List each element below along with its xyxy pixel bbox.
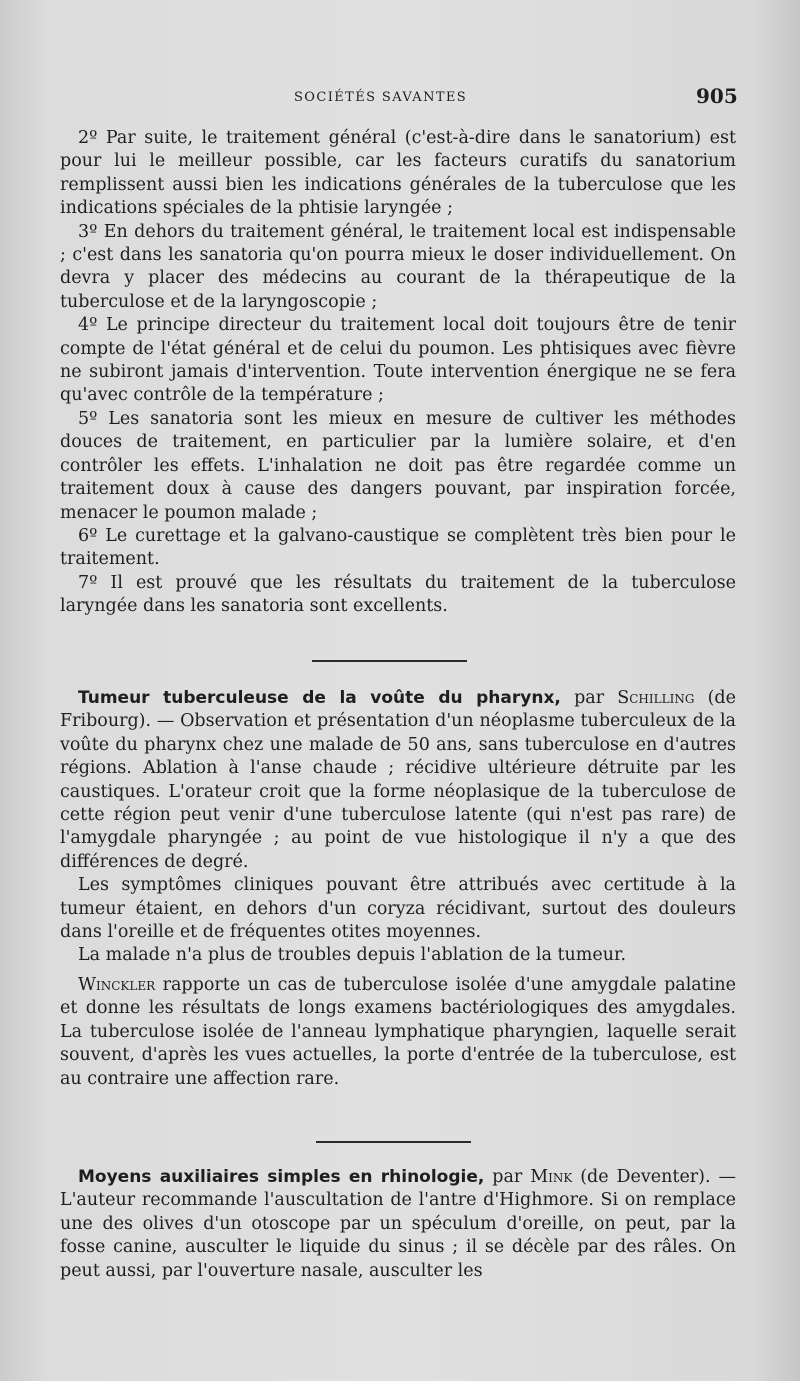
section-divider [312, 660, 467, 662]
conclusion-item: 2º Par suite, le traitement général (c'est-à-dire dans le sanatorium) est pour lui le meilleur possible, car les facteurs curatifs du sanatorium remplissent aussi bien les indications générales de la tuberculose que les indications spéciales de la phtisie laryngée ; [60, 128, 736, 219]
conclusion-item: 7º Il est prouvé que les résultats du traitement de la tuberculose laryngée dans les sanatoria sont excellents. [60, 572, 736, 617]
article-paragraph [60, 687, 736, 874]
article-text: (de Fribourg). — Observation et présentation d'un néoplasme tuberculeux de la voûte du pharynx chez une malade de 50 ans, sans tuberculose en d'autres régions. Ablation à l'anse chaude ; récidive ultérieure détruite par les caustiques. L'orateur croit que la forme néoplasique de la tuberculose de cette région peut venir d'une tuberculose latente (qui n'est pas rare) de l'amygdale pharyngée ; au point de vue histologique il n'y a que des différences de degré. [60, 688, 736, 872]
article-paragraph: Les symptômes cliniques pouvant être attribués avec certitude à la tumeur étaient, en dehors d'un coryza récidivant, surtout des douleurs dans l'oreille et de fréquentes otites moyennes. [60, 875, 736, 943]
conclusion-item: 5º Les sanatoria sont les mieux en mesure de cultiver les méthodes douces de traitement, en particulier par la lumière solaire, et d'en contrôler les effets. L'inhalation ne doit pas être regardée comme un traitement doux à cause des dangers pouvant, par inspiration forcée, menacer le poumon malade ; [60, 408, 736, 523]
conclusion-item: 4º Le principe directeur du traitement local doit toujours être de tenir compte de l'état général et de celui du poumon. Les phtisiques avec fièvre ne subiront jamais d'intervention. Toute intervention énergique ne se fera qu'avec contrôle de la température ; [60, 315, 736, 406]
section-divider [316, 1141, 471, 1143]
article-author: Schilling [617, 688, 695, 708]
article-title: Moyens auxiliaires simples en rhinologie, [78, 1167, 485, 1187]
article-author: Mink [530, 1167, 573, 1187]
article-title: Tumeur tuberculeuse de la voûte du pharynx, [78, 688, 561, 708]
article-text: (de Deventer). — L'auteur recommande l'auscultation de l'antre d'Highmore. Si on remplace une des olives d'un otoscope par un spéculum d'oreille, on peut, par la fosse canine, ausculter le liquide du sinus ; il se décèle par des râles. On peut aussi, par l'ouverture nasale, ausculter les [60, 1167, 736, 1281]
article-rhinology [60, 1166, 736, 1283]
conclusion-item: 3º En dehors du traitement général, le traitement local est indispensable ; c'est dans les sanatoria qu'on pourra mieux le doser individuellement. On devra y placer des médecins au courant de la thérapeutique de la tuberculose et de la laryngoscopie ; [60, 221, 736, 312]
by-word: par [492, 1167, 523, 1187]
article-pharynx-tumour [60, 687, 736, 1091]
article-paragraph [60, 974, 736, 1091]
article-author: Winckler [78, 974, 156, 995]
running-head: SOCIÉTÉS SAVANTES [294, 90, 468, 105]
conclusions-list [60, 127, 736, 619]
article-paragraph: La malade n'a plus de troubles depuis l'ablation de la tumeur. [78, 945, 627, 966]
by-word: par [574, 688, 605, 708]
article-paragraph [60, 1166, 736, 1283]
conclusion-item: 6º Le curettage et la galvano-caustique se complètent très bien pour le traitement. [60, 525, 736, 570]
article-text: rapporte un cas de tuberculose isolée d'une amygdale palatine et donne les résultats de longs examens bactériologiques des amygdales. La tuberculose isolée de l'anneau lymphatique pharyngien, laquelle serait souvent, d'après les vues actuelles, la porte d'entrée de la tuberculose, est au contraire une affection rare. [60, 974, 736, 1089]
page-number: 905 [696, 84, 738, 108]
page-header [0, 84, 800, 112]
